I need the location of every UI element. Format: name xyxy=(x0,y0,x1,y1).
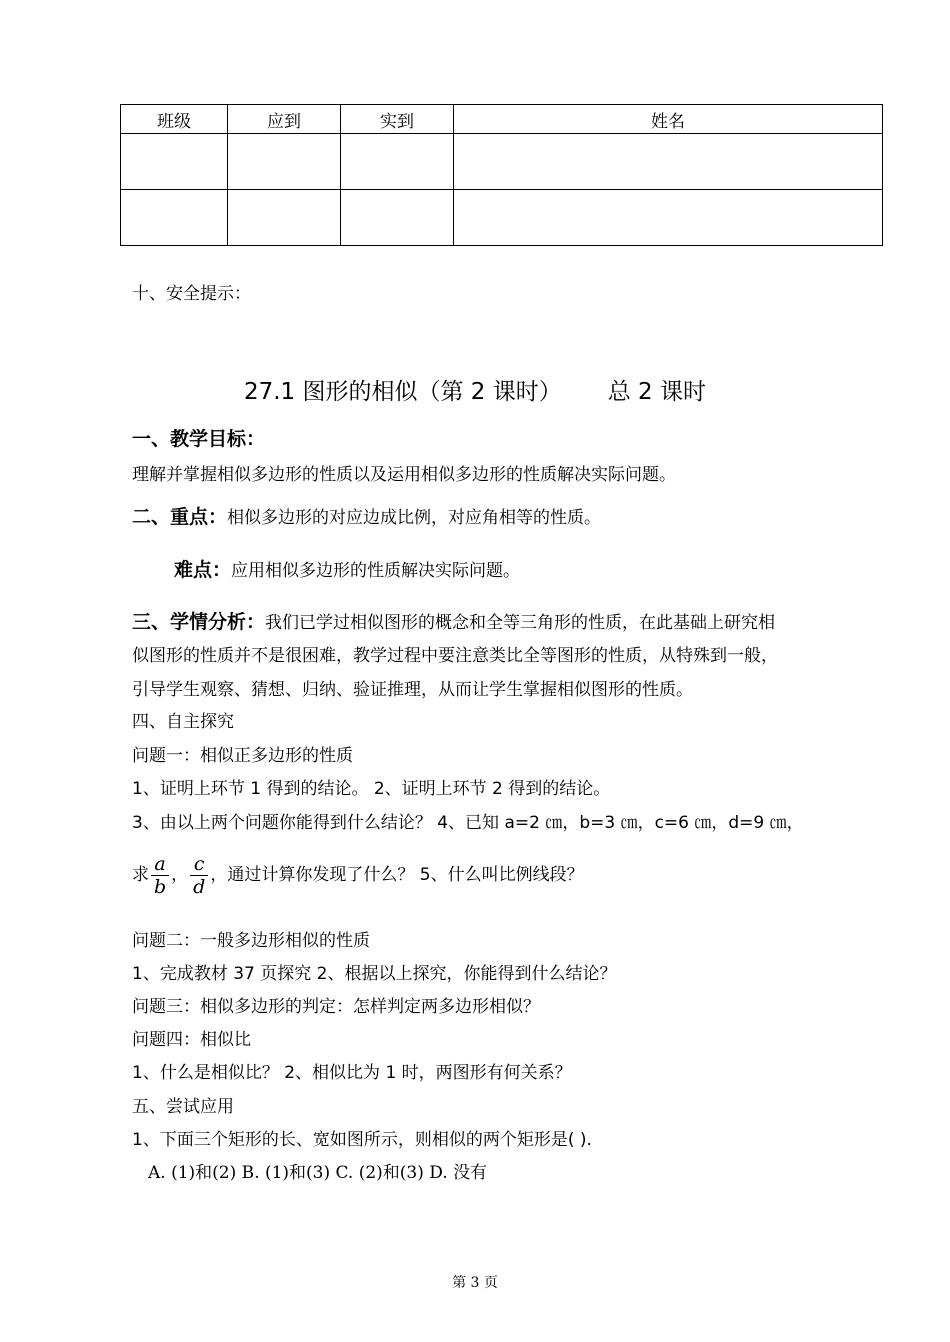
difficulty-text: 应用相似多边形的性质解决实际问题。 xyxy=(231,561,521,581)
table-cell xyxy=(341,134,454,190)
table-cell xyxy=(454,190,883,246)
table-header-row xyxy=(121,105,883,134)
header-class: 班级 xyxy=(121,105,228,134)
sec2-text: 相似多边形的对应边成比例，对应角相等的性质。 xyxy=(227,508,602,528)
frac1-denominator: b xyxy=(154,875,167,898)
q4-title: 问题四：相似比 xyxy=(132,1030,251,1050)
table-cell xyxy=(228,190,341,246)
sec5-options: A. (1)和(2) B. (1)和(3) C. (2)和(3) D. 没有 xyxy=(148,1163,488,1183)
table-cell xyxy=(228,134,341,190)
sec3-text-3: 引导学生观察、猜想、归纳、验证推理，从而让学生掌握相似图形的性质。 xyxy=(132,680,693,700)
table-cell xyxy=(121,134,228,190)
q1-line-1: 1、证明上环节 1 得到的结论。 2、证明上环节 2 得到的结论。 xyxy=(132,779,611,799)
q1-title: 问题一：相似正多边形的性质 xyxy=(132,746,353,766)
frac2-numerator: c xyxy=(190,853,208,876)
sec1-heading: 一、教学目标： xyxy=(132,428,266,450)
difficulty-heading: 难点： xyxy=(174,559,232,581)
frac1-numerator: a xyxy=(151,853,169,876)
page-number: 第 3 页 xyxy=(452,1275,498,1291)
sec1-heading-line xyxy=(132,428,265,451)
header-name: 姓名 xyxy=(454,105,883,134)
table-row xyxy=(121,190,883,246)
sec3-text-1: 我们已学过相似图形的概念和全等三角形的性质，在此基础上研究相 xyxy=(265,613,776,633)
fraction-separator: ， xyxy=(171,865,189,885)
sec1-text: 理解并掌握相似多边形的性质以及运用相似多边形的性质解决实际问题。 xyxy=(132,465,676,485)
sec3-text-2: 似图形的性质并不是很困难，教学过程中要注意类比全等图形的性质，从特殊到一般， xyxy=(132,646,778,666)
frac2-denominator: d xyxy=(193,875,206,898)
sec4-heading: 四、自主探究 xyxy=(132,712,234,732)
safety-heading: 十、安全提示： xyxy=(132,284,251,304)
table-cell xyxy=(454,134,883,190)
q1-line3-suffix: ，通过计算你发现了什么？ 5、什么叫比例线段？ xyxy=(210,865,584,885)
q1-line3-prefix: 求 xyxy=(132,865,149,885)
table-cell xyxy=(341,190,454,246)
fraction-c-over-d xyxy=(190,853,208,898)
header-expected: 应到 xyxy=(228,105,341,134)
header-present: 实到 xyxy=(341,105,454,134)
lesson-title-main: 27.1 图形的相似（第 2 课时） xyxy=(243,379,562,405)
sec3-heading: 三、学情分析： xyxy=(132,611,266,633)
q2-title: 问题二：一般多边形相似的性质 xyxy=(132,931,370,951)
sec3-line1 xyxy=(132,611,775,634)
q2-line: 1、完成教材 37 页探究 2、根据以上探究，你能得到什么结论？ xyxy=(132,964,617,984)
q1-line-2: 3、由以上两个问题你能得到什么结论？ 4、已知 a=2 ㎝，b=3 ㎝，c=6 ㎝，d=9 ㎝， xyxy=(132,813,804,833)
sec2-heading: 二、重点： xyxy=(132,506,228,528)
table-cell xyxy=(121,190,228,246)
difficulty-line xyxy=(174,559,520,582)
table-row xyxy=(121,134,883,190)
lesson-title xyxy=(0,373,950,406)
fraction-a-over-b xyxy=(151,853,169,898)
lesson-total-hours: 总 2 课时 xyxy=(607,379,707,405)
q3-line: 问题三：相似多边形的判定：怎样判定两多边形相似？ xyxy=(132,997,540,1017)
q4-line: 1、什么是相似比？ 2、相似比为 1 时，两图形有何关系？ xyxy=(132,1063,572,1083)
attendance-table xyxy=(120,104,883,246)
sec5-heading: 五、尝试应用 xyxy=(132,1097,234,1117)
q1-line-3 xyxy=(132,852,584,898)
sec5-question-1: 1、下面三个矩形的长、宽如图所示，则相似的两个矩形是( ). xyxy=(132,1130,592,1150)
sec2-line xyxy=(132,506,601,529)
